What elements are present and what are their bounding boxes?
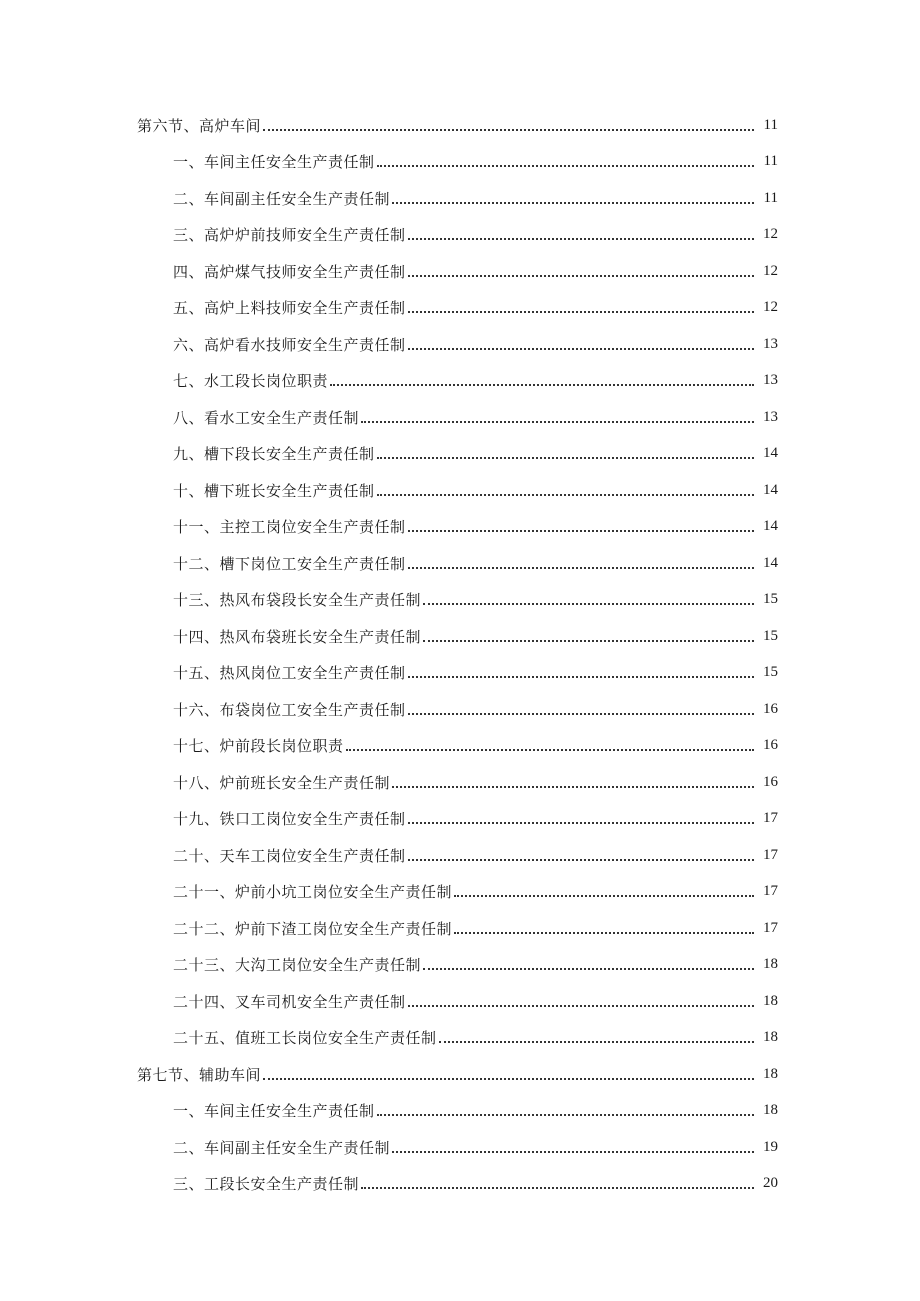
toc-entry[interactable] — [0, 910, 920, 947]
toc-entry[interactable] — [0, 801, 920, 838]
toc-page-number: 20 — [763, 1175, 778, 1192]
toc-entry[interactable] — [0, 144, 920, 181]
dot-leader — [439, 1040, 754, 1043]
toc-entry-title: 十八、炉前班长安全生产责任制 — [173, 773, 391, 792]
toc-entry-title: 十一、主控工岗位安全生产责任制 — [173, 518, 406, 537]
toc-entry[interactable] — [0, 436, 920, 473]
toc-page-number: 15 — [763, 627, 778, 644]
dot-leader — [423, 639, 754, 642]
toc-entry-title: 二十二、炉前下渣工岗位安全生产责任制 — [173, 919, 453, 938]
dot-leader — [408, 529, 754, 532]
toc-entry-title: 第七节、辅助车间 — [137, 1065, 262, 1084]
dot-leader — [263, 128, 754, 131]
toc-page-number: 11 — [763, 153, 778, 170]
dot-leader — [361, 420, 754, 423]
dot-leader — [408, 858, 754, 861]
toc-page-number: 17 — [763, 919, 778, 936]
toc-section-entry[interactable] — [0, 107, 920, 144]
toc-entry[interactable] — [0, 1166, 920, 1203]
toc-entry[interactable] — [0, 290, 920, 327]
toc-entry[interactable] — [0, 326, 920, 363]
toc-page-number: 18 — [763, 1029, 778, 1046]
toc-page-number: 14 — [763, 445, 778, 462]
toc-entry-title: 四、高炉煤气技师安全生产责任制 — [173, 262, 406, 281]
toc-entry-title: 二、车间副主任安全生产责任制 — [173, 189, 391, 208]
toc-entry[interactable] — [0, 1020, 920, 1057]
dot-leader — [423, 602, 754, 605]
dot-leader — [377, 1113, 754, 1116]
toc-page-number: 18 — [763, 992, 778, 1009]
toc-entry-title: 三、工段长安全生产责任制 — [173, 1175, 360, 1194]
dot-leader — [361, 1186, 754, 1189]
toc-page-number: 13 — [763, 335, 778, 352]
toc-entry[interactable] — [0, 764, 920, 801]
toc-page-number: 12 — [763, 262, 778, 279]
toc-entry-title: 十、槽下班长安全生产责任制 — [173, 481, 375, 500]
toc-page-number: 17 — [763, 883, 778, 900]
toc-entry[interactable] — [0, 217, 920, 254]
toc-entry[interactable] — [0, 363, 920, 400]
dot-leader — [408, 1004, 754, 1007]
dot-leader — [408, 675, 754, 678]
dot-leader — [377, 456, 754, 459]
toc-entry-title: 二十、天车工岗位安全生产责任制 — [173, 846, 406, 865]
toc-entry[interactable] — [0, 180, 920, 217]
toc-entry[interactable] — [0, 509, 920, 546]
toc-entry-title: 三、高炉炉前技师安全生产责任制 — [173, 226, 406, 245]
toc-entry-title: 十二、槽下岗位工安全生产责任制 — [173, 554, 406, 573]
table-of-contents — [0, 107, 920, 1202]
toc-page-number: 17 — [763, 810, 778, 827]
toc-page-number: 18 — [763, 1065, 778, 1082]
toc-entry[interactable] — [0, 582, 920, 619]
toc-entry-title: 二十三、大沟工岗位安全生产责任制 — [173, 956, 422, 975]
toc-entry-title: 十四、热风布袋班长安全生产责任制 — [173, 627, 422, 646]
toc-page-number: 14 — [763, 518, 778, 535]
toc-entry[interactable] — [0, 618, 920, 655]
toc-entry[interactable] — [0, 399, 920, 436]
toc-entry[interactable] — [0, 545, 920, 582]
dot-leader — [330, 383, 754, 386]
toc-entry[interactable] — [0, 253, 920, 290]
toc-entry[interactable] — [0, 1093, 920, 1130]
toc-entry-title: 十五、热风岗位工安全生产责任制 — [173, 664, 406, 683]
toc-entry-title: 十九、铁口工岗位安全生产责任制 — [173, 810, 406, 829]
toc-page-number: 19 — [763, 1138, 778, 1155]
toc-page-number: 15 — [763, 591, 778, 608]
dot-leader — [454, 931, 754, 934]
dot-leader — [392, 785, 754, 788]
toc-page-number: 16 — [763, 773, 778, 790]
dot-leader — [377, 164, 754, 167]
toc-page-number: 11 — [763, 116, 778, 133]
toc-entry-title: 二十五、值班工长岗位安全生产责任制 — [173, 1029, 437, 1048]
toc-entry[interactable] — [0, 837, 920, 874]
toc-entry[interactable] — [0, 1129, 920, 1166]
toc-entry-title: 第六节、高炉车间 — [137, 116, 262, 135]
dot-leader — [346, 748, 754, 751]
toc-entry-title: 一、车间主任安全生产责任制 — [173, 153, 375, 172]
toc-entry[interactable] — [0, 947, 920, 984]
toc-entry[interactable] — [0, 472, 920, 509]
toc-page-number: 18 — [763, 956, 778, 973]
toc-page-number: 14 — [763, 481, 778, 498]
dot-leader — [408, 347, 754, 350]
toc-entry[interactable] — [0, 874, 920, 911]
toc-entry-title: 二十一、炉前小坑工岗位安全生产责任制 — [173, 883, 453, 902]
dot-leader — [408, 712, 754, 715]
toc-page-number: 15 — [763, 664, 778, 681]
dot-leader — [454, 894, 754, 897]
toc-page-number: 17 — [763, 846, 778, 863]
toc-page-number: 18 — [763, 1102, 778, 1119]
toc-page-number: 16 — [763, 700, 778, 717]
toc-entry-title: 十三、热风布袋段长安全生产责任制 — [173, 591, 422, 610]
dot-leader — [408, 821, 754, 824]
toc-entry-title: 八、看水工安全生产责任制 — [173, 408, 360, 427]
dot-leader — [392, 201, 754, 204]
toc-entry-title: 六、高炉看水技师安全生产责任制 — [173, 335, 406, 354]
toc-entry-title: 二、车间副主任安全生产责任制 — [173, 1138, 391, 1157]
toc-page-number: 13 — [763, 408, 778, 425]
toc-entry[interactable] — [0, 691, 920, 728]
dot-leader — [408, 274, 754, 277]
toc-entry-title: 一、车间主任安全生产责任制 — [173, 1102, 375, 1121]
dot-leader — [263, 1077, 754, 1080]
toc-entry-title: 七、水工段长岗位职责 — [173, 372, 329, 391]
dot-leader — [408, 566, 754, 569]
toc-entry-title: 二十四、叉车司机安全生产责任制 — [173, 992, 406, 1011]
dot-leader — [408, 310, 754, 313]
toc-entry[interactable] — [0, 655, 920, 692]
toc-entry-title: 五、高炉上料技师安全生产责任制 — [173, 299, 406, 318]
toc-page-number: 16 — [763, 737, 778, 754]
dot-leader — [423, 967, 754, 970]
toc-page-number: 14 — [763, 554, 778, 571]
dot-leader — [392, 1150, 754, 1153]
toc-entry-title: 十七、炉前段长岗位职责 — [173, 737, 344, 756]
toc-entry[interactable] — [0, 728, 920, 765]
toc-section-entry[interactable] — [0, 1056, 920, 1093]
toc-page-number: 12 — [763, 226, 778, 243]
toc-entry-title: 十六、布袋岗位工安全生产责任制 — [173, 700, 406, 719]
dot-leader — [377, 493, 754, 496]
toc-page-number: 11 — [763, 189, 778, 206]
toc-page-number: 12 — [763, 299, 778, 316]
toc-entry[interactable] — [0, 983, 920, 1020]
toc-page-number: 13 — [763, 372, 778, 389]
dot-leader — [408, 237, 754, 240]
toc-entry-title: 九、槽下段长安全生产责任制 — [173, 445, 375, 464]
